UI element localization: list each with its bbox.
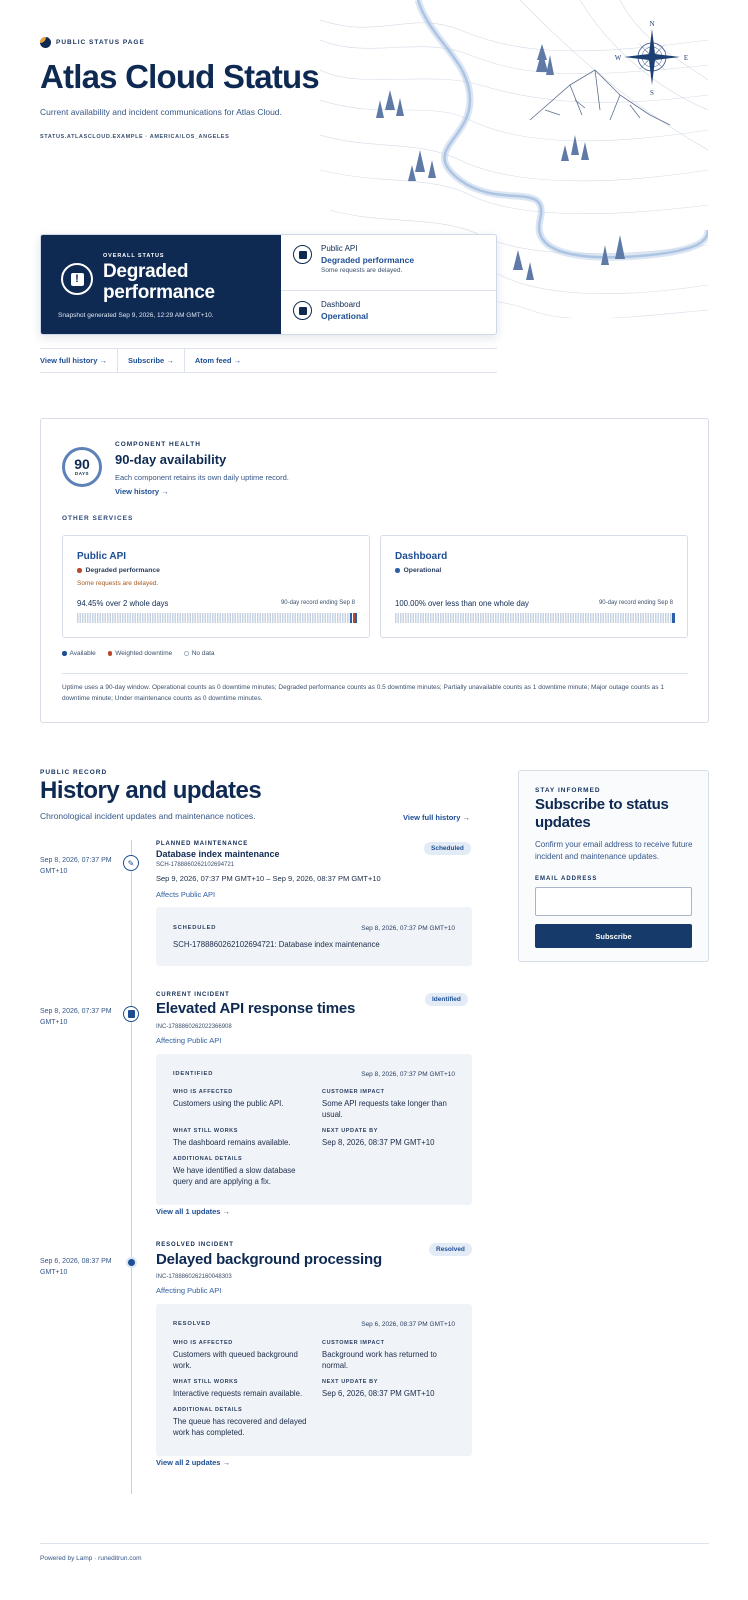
uptime-no-data — [77, 613, 350, 623]
api-alert-icon — [293, 245, 312, 264]
overall-status-card — [40, 234, 497, 335]
footer-text: Powered by Lamp · runeditrun.com — [40, 1555, 142, 1562]
legend-available: Available — [62, 650, 96, 657]
update-time: Sep 6, 2026, 08:37 PM GMT+10 — [361, 1321, 455, 1328]
history-full-link[interactable]: View full history → — [403, 813, 470, 822]
component-row-public-api[interactable] — [281, 235, 497, 285]
status-badge: Resolved — [429, 1243, 472, 1256]
health-title: 90-day availability — [115, 452, 227, 467]
uptime-footnote: Uptime uses a 90-day window. Operational counts as 0 downtime minutes; Degraded performance counts as 0.5 downtime minutes; Partially unavailable counts as 1 downtime minute; Major outage counts as 1 downtime minute; Under maintenance counts as 0 downtime minutes. — [62, 684, 664, 702]
entry-timestamp: Sep 8, 2026, 07:37 PM GMT+10 — [40, 1008, 112, 1026]
update-kind: SCHEDULED — [173, 925, 217, 931]
history-subtitle: Chronological incident updates and maintenance notices. — [40, 811, 256, 821]
footer-divider — [40, 1543, 709, 1544]
page-domain: STATUS.ATLASCLOUD.EXAMPLE · AMERICA/LOS_ANGELES — [40, 134, 230, 140]
alert-icon: ! — [61, 263, 93, 295]
check-icon — [293, 301, 312, 320]
customer-impact: CUSTOMER IMPACT Some API requests take longer than usual. — [322, 1089, 447, 1119]
days-number: 90 — [74, 456, 90, 472]
update-kind: IDENTIFIED — [173, 1071, 214, 1077]
brand-kicker: PUBLIC STATUS PAGE — [56, 39, 145, 46]
uptime-no-data — [395, 613, 672, 623]
health-description: Each component retains its own daily uptime record. — [115, 473, 289, 482]
component-row-dashboard[interactable] — [281, 290, 497, 335]
uptime-day-available[interactable] — [672, 613, 675, 623]
overall-status-panel — [41, 235, 281, 334]
brand — [40, 37, 145, 48]
history-kicker: PUBLIC RECORD — [40, 769, 108, 776]
resolved-dot-icon — [128, 1259, 135, 1266]
subscribe-button[interactable]: Subscribe — [535, 924, 692, 948]
compass-s: S — [650, 89, 654, 97]
service-card-dashboard — [380, 535, 688, 638]
entry-title[interactable]: Database index maintenance — [156, 849, 280, 859]
subscribe-card — [518, 770, 709, 962]
page-description: Current availability and incident communications for Atlas Cloud. — [40, 107, 282, 117]
overall-status-value: Degraded performance — [103, 261, 215, 303]
legend-no-data: No data — [184, 650, 214, 657]
compass-n: N — [649, 20, 655, 28]
entry-kind: CURRENT INCIDENT — [156, 992, 230, 998]
timeline-line — [131, 840, 132, 1494]
component-status: Degraded performance — [321, 255, 415, 265]
additional-details: ADDITIONAL DETAILS The queue has recovered and delayed work has completed. — [173, 1407, 307, 1437]
service-uptime: 100.00% over less than one whole day — [395, 599, 529, 608]
entry-id: INC-1788860262160048303 — [156, 1274, 232, 1280]
service-window: 90-day record ending Sep 8 — [280, 600, 355, 606]
update-box — [156, 1304, 472, 1456]
uptime-bar — [77, 613, 357, 623]
service-status-text: Operational — [403, 567, 442, 574]
service-window: 90-day record ending Sep 8 — [598, 600, 673, 606]
uptime-day-available[interactable] — [355, 613, 357, 623]
who-affected: WHO IS AFFECTED Customers using the public API. — [173, 1089, 284, 1108]
next-update: NEXT UPDATE BY Sep 8, 2026, 08:37 PM GMT+10 — [322, 1128, 435, 1147]
status-badge: Identified — [425, 993, 468, 1006]
history-title: History and updates — [40, 777, 262, 804]
entry-title[interactable]: Delayed background processing — [156, 1251, 382, 1268]
atom-feed-link[interactable]: Atom feed → — [194, 355, 242, 365]
next-update: NEXT UPDATE BY Sep 6, 2026, 08:37 PM GMT+10 — [322, 1379, 435, 1398]
compass-e: E — [683, 54, 689, 62]
entry-timestamp: Sep 8, 2026, 07:37 PM GMT+10 — [40, 857, 112, 875]
snapshot-timestamp: Snapshot generated Sep 9, 2026, 12:29 AM GMT+10. — [58, 312, 214, 319]
update-box — [156, 1054, 472, 1205]
component-note: Some requests are delayed. — [321, 267, 403, 274]
quick-links — [40, 348, 497, 373]
health-kicker: COMPONENT HEALTH — [115, 441, 201, 448]
update-time: Sep 8, 2026, 07:37 PM GMT+10 — [361, 1071, 455, 1078]
component-health-card — [40, 418, 709, 723]
service-name: Public API — [77, 551, 127, 562]
customer-impact: CUSTOMER IMPACT Background work has returned to normal. — [322, 1340, 437, 1370]
view-full-history-link[interactable]: View full history → — [40, 349, 118, 373]
update-kind: RESOLVED — [173, 1321, 211, 1327]
compass-w: W — [614, 54, 622, 62]
days-label: DAYS — [74, 471, 90, 476]
entry-id: SCH-1788860262102694721 — [156, 862, 235, 868]
legend-downtime: Weighted downtime — [108, 650, 172, 657]
subscribe-kicker: STAY INFORMED — [535, 787, 601, 794]
entry-affects: Affects Public API — [156, 890, 216, 899]
entry-title[interactable]: Elevated API response times — [156, 1000, 356, 1017]
what-still-works: WHAT STILL WORKS The dashboard remains available. — [173, 1128, 291, 1147]
component-name: Public API — [321, 244, 358, 253]
view-history-link[interactable]: View history → — [115, 487, 169, 496]
component-status: Operational — [321, 311, 369, 321]
update-time: Sep 8, 2026, 07:37 PM GMT+10 — [361, 925, 455, 932]
service-note: Some requests are delayed. — [77, 580, 159, 587]
operational-dot-icon — [395, 568, 400, 573]
uptime-legend — [62, 650, 215, 657]
status-badge: Scheduled — [424, 842, 471, 855]
service-card-public-api — [62, 535, 370, 638]
subscribe-title: Subscribe to status updates — [535, 796, 669, 831]
brand-logo-icon — [40, 37, 51, 48]
view-all-updates-link[interactable]: View all 1 updates → — [156, 1207, 231, 1216]
compass-rose-icon — [615, 20, 688, 97]
entry-kind: RESOLVED INCIDENT — [156, 1242, 234, 1248]
service-name: Dashboard — [395, 551, 448, 562]
entry-id: INC-1788860262022366908 — [156, 1024, 232, 1030]
service-uptime: 94.45% over 2 whole days — [77, 599, 169, 608]
entry-kind: PLANNED MAINTENANCE — [156, 841, 249, 847]
what-still-works: WHAT STILL WORKS Interactive requests remain available. — [173, 1379, 303, 1398]
component-name: Dashboard — [321, 300, 361, 309]
page-title: Atlas Cloud Status — [40, 58, 319, 95]
who-affected: WHO IS AFFECTED Customers with queued background work. — [173, 1340, 298, 1370]
entry-affects: Affecting Public API — [156, 1286, 222, 1295]
email-label: EMAIL ADDRESS — [535, 876, 598, 882]
subscribe-link[interactable]: Subscribe → — [118, 349, 185, 373]
uptime-bar — [395, 613, 675, 623]
email-input[interactable] — [535, 887, 692, 916]
degraded-dot-icon — [77, 568, 82, 573]
entry-timestamp: Sep 6, 2026, 08:37 PM GMT+10 — [40, 1258, 112, 1276]
service-status — [77, 567, 160, 574]
update-box — [156, 907, 472, 966]
overall-status-label: OVERALL STATUS — [103, 253, 165, 259]
maintenance-window: Sep 9, 2026, 07:37 PM GMT+10 – Sep 9, 2026, 08:37 PM GMT+10 — [156, 874, 381, 883]
subscribe-description: Confirm your email address to receive future incident and maintenance updates. — [535, 840, 693, 861]
days-ring — [62, 447, 102, 487]
additional-details: ADDITIONAL DETAILS We have identified a slow database query and are applying a fix. — [173, 1156, 296, 1186]
other-services-label: OTHER SERVICES — [62, 515, 134, 522]
service-status-text: Degraded performance — [85, 567, 160, 574]
divider — [62, 673, 688, 674]
update-text: SCH-1788860262102694721: Database index maintenance — [173, 940, 380, 949]
view-all-updates-link[interactable]: View all 2 updates → — [156, 1458, 231, 1467]
incident-icon — [123, 1006, 139, 1022]
wrench-icon: ✎ — [123, 855, 139, 871]
service-status — [395, 567, 441, 574]
entry-affects: Affecting Public API — [156, 1036, 222, 1045]
